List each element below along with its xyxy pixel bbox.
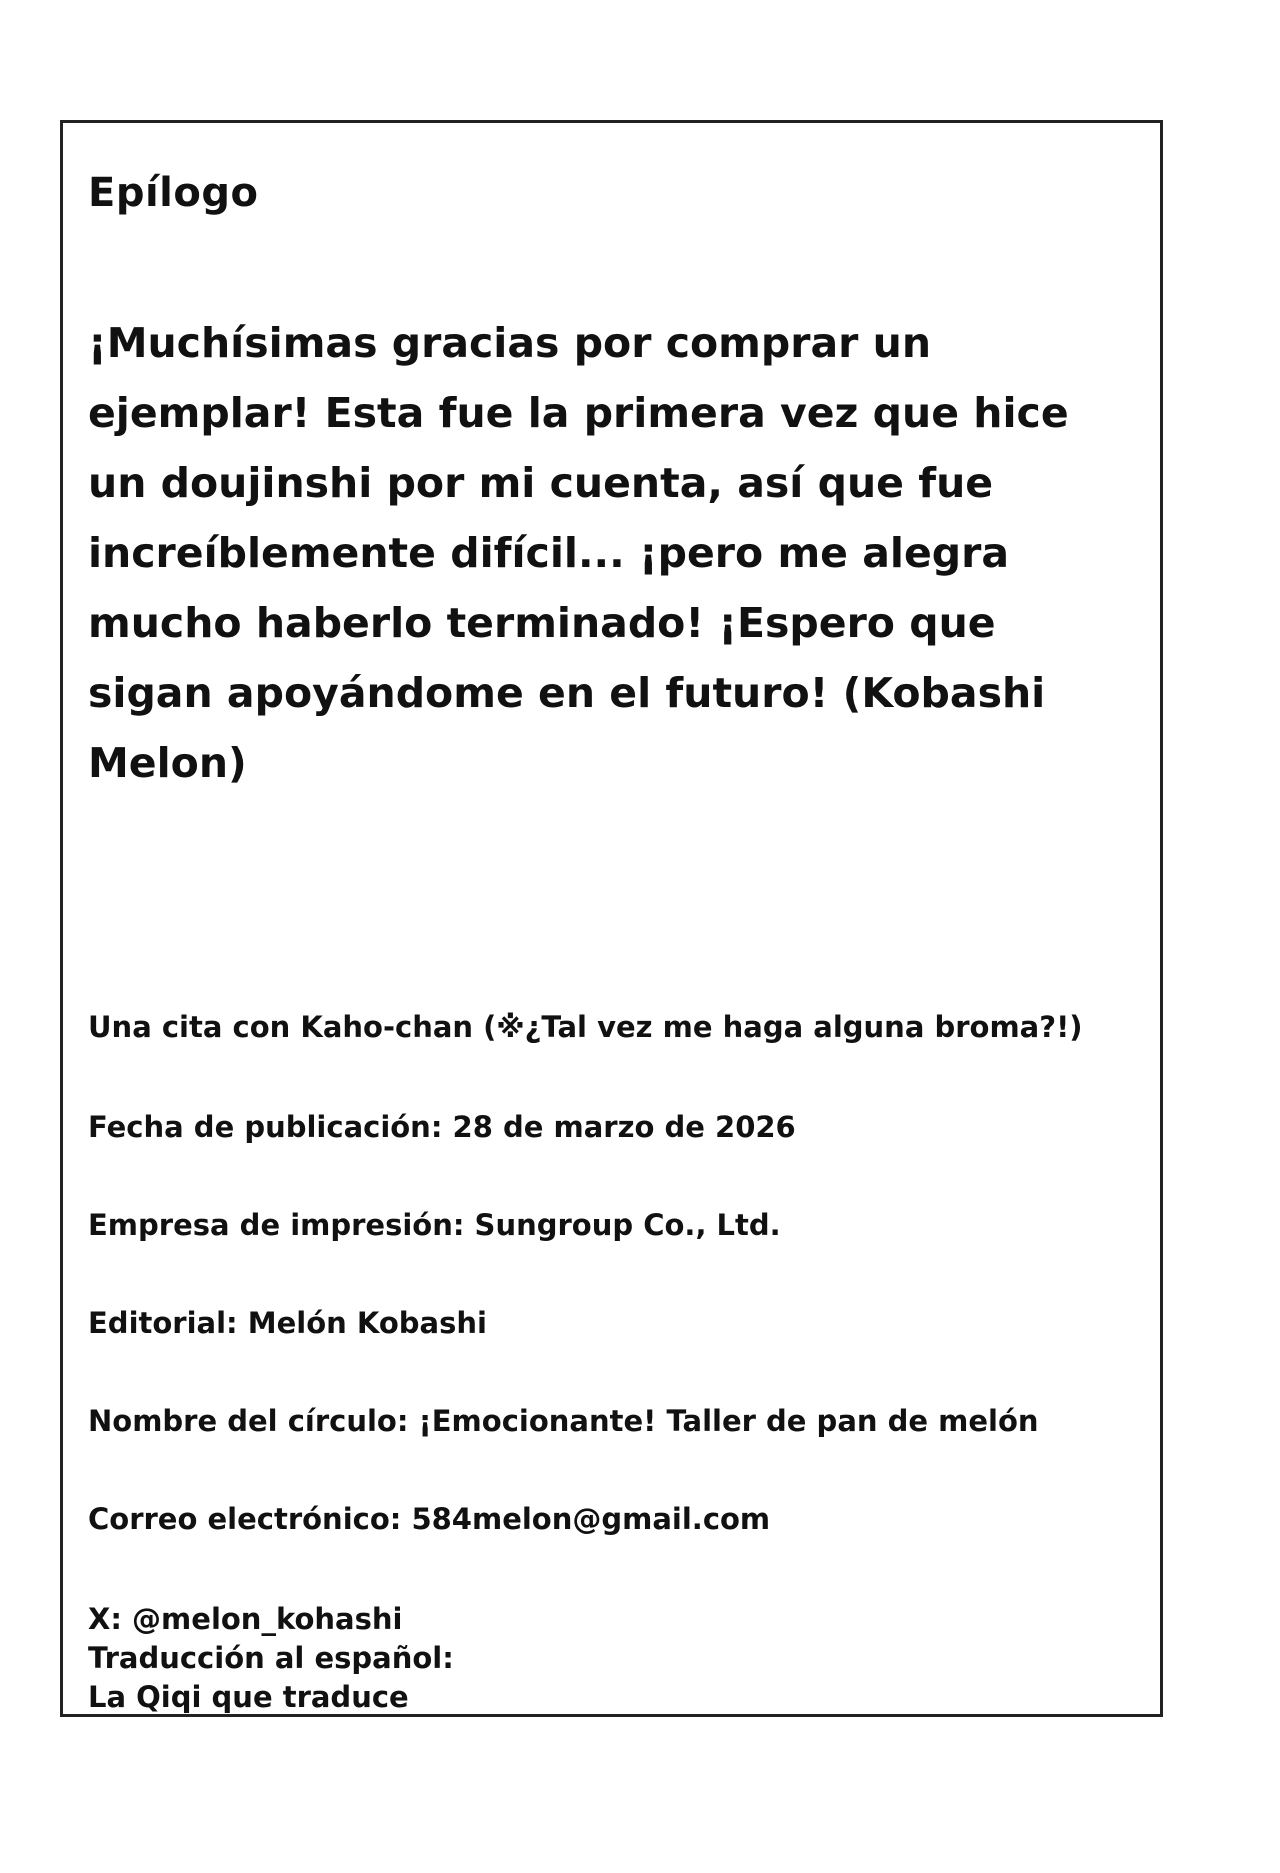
translation-label: Traducción al español: (88, 1641, 454, 1675)
printing-company: Empresa de impresión: Sungroup Co., Ltd. (88, 1208, 781, 1242)
book-title: Una cita con Kaho-chan (※¿Tal vez me haga alguna broma?!) (88, 1010, 1083, 1044)
publication-date: Fecha de publicación: 28 de marzo de 2026 (88, 1110, 796, 1144)
translator-name: La Qiqi que traduce (88, 1680, 409, 1714)
publisher: Editorial: Melón Kobashi (88, 1306, 487, 1340)
circle-name: Nombre del círculo: ¡Emocionante! Taller de pan de melón (88, 1404, 1039, 1438)
credits-block (88, 1600, 454, 1717)
email-address: Correo electrónico: 584melon@gmail.com (88, 1502, 771, 1536)
epilogue-title: Epílogo (88, 170, 259, 216)
x-account: X: @melon_kohashi (88, 1602, 403, 1636)
epilogue-message: ¡Muchísimas gracias por comprar un ejemplar! Esta fue la primera vez que hice un doujinshi por mi cuenta, así que fue increíblemente difícil... ¡pero me alegra mucho haberlo terminado! ¡Espero que sigan apoyándome en el futuro! (Kobashi Melon) (88, 319, 1069, 787)
